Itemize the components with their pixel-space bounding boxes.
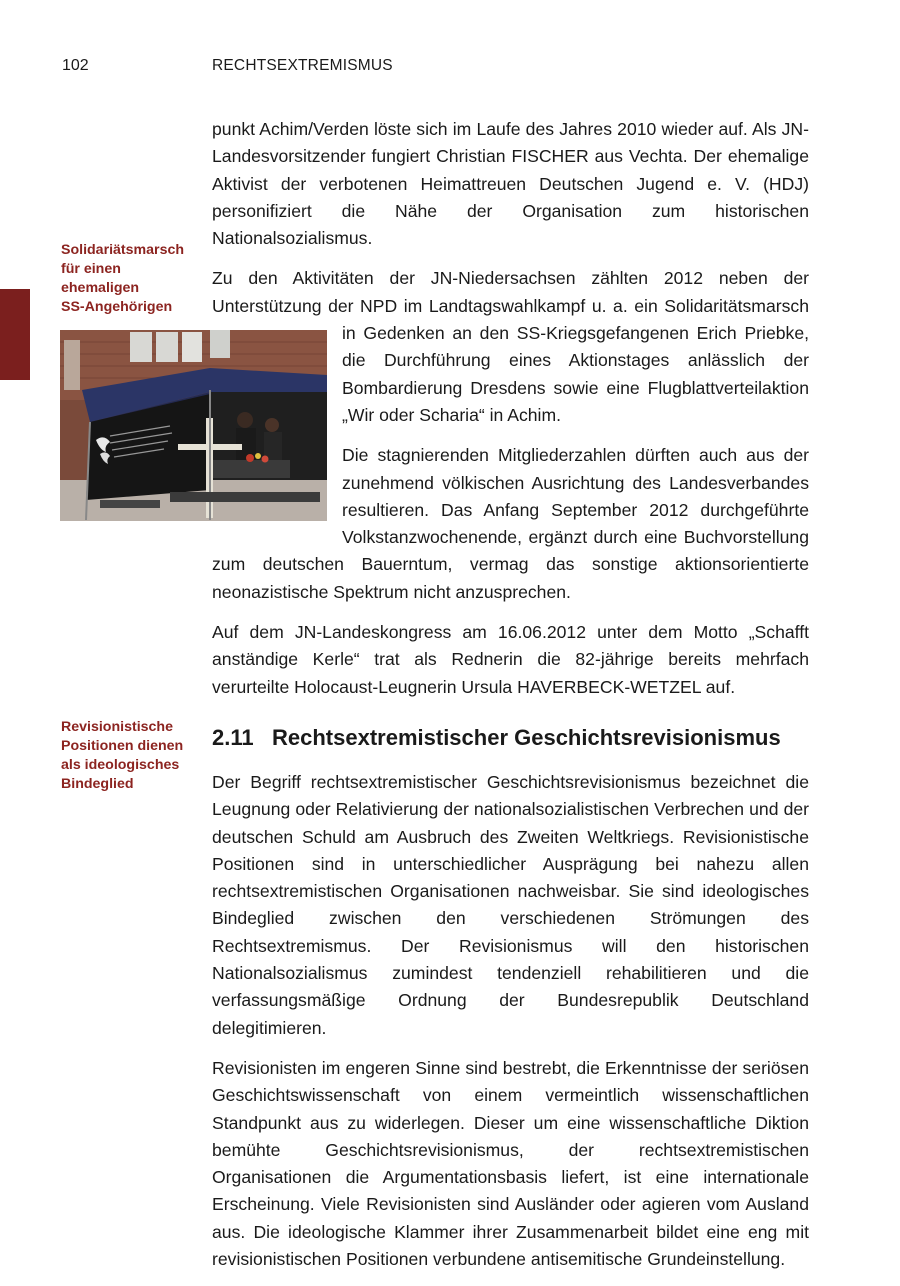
margin-note-line: SS-Angehörigen: [61, 299, 173, 315]
margin-note-line: für einen: [61, 261, 121, 277]
paragraph: Die stagnierenden Mitgliederzahlen dürften auch aus der zunehmend völkischen Ausrichtung des Landesverbandes resultieren. Das Anfang September 2012 durchgeführte Volkstanzwochenende, ergänzt durch eine Buchvorstellung zum deutschen Bauerntum, vermag das sonstige aktionsorientierte neonazistische Spektrum nicht anzusprechen.: [212, 445, 809, 602]
paragraph: Revisionisten im engeren Sinne sind bestrebt, die Erkenntnisse der seriösen Geschichtswissenschaft von einem vermeintlich wissenschaftlichen Standpunkt aus zu widerlegen. Dieser um eine wissenschaftliche Diktion bemühte Geschichtsrevisionismus, der rechtsextremistischen Organisationen die Argumentationsbasis liefert, ist eine internationale Erscheinung. Viele Revisionisten sind Ausländer oder agieren vom Ausland aus. Die ideologische Klammer ihrer Zusammenarbeit bildet eine eng mit revisionistischen Positionen verbundene antisemitische Grundeinstellung.: [212, 1057, 809, 1269]
margin-note-revisionist-positions: [61, 718, 201, 794]
paragraph: Auf dem JN-Landeskongress am 16.06.2012 unter dem Motto „Schafft anständige Kerle“ trat als Rednerin die 82-jährige bereits mehrfach verurteilte Holocaust-Leugnerin Ursula HAVERBECK-WETZEL auf.: [212, 622, 809, 697]
margin-note-line: Positionen dienen: [61, 738, 184, 754]
paragraph: Der Begriff rechtsextremistischer Geschichtsrevisionismus bezeichnet die Leugnung oder Relativierung der nationalsozialistischen Verbrechen und der deutschen Schuld am Ausbruch des Zweiten Weltkriegs. Revisionistische Positionen sind in unterschiedlicher Ausprägung bei nahezu allen rechtsextremistischen Organisationen nachweisbar. Sie sind ideologisches Bindeglied zwischen den verschiedenen Strömungen des Rechtsextremismus. Der Revisionismus will den historischen Nationalsozialismus zumindest tendenziell rehabilitieren und die verfassungsmäßige Ordnung der Bundesrepublik Deutschland delegitimieren.: [212, 771, 809, 1038]
margin-note-line: Solidariätsmarsch: [61, 242, 185, 258]
paragraph: punkt Achim/Verden löste sich im Laufe des Jahres 2010 wieder auf. Als JN-Landesvorsitzender fungiert Christian FISCHER aus Vechta. Der ehemalige Aktivist der verbotenen Heimattreuen Deutschen Jugend e. V. (HDJ) personifiziert die Nähe der Organisation zum historischen Nationalsozialismus.: [212, 119, 809, 249]
paragraph: [212, 265, 809, 429]
running-title: RECHTSEXTREMISMUS: [212, 57, 393, 74]
margin-note-line: ehemaligen: [61, 280, 140, 296]
photo-wrap-float: [210, 336, 342, 533]
chapter-thumb-tab: [0, 289, 30, 380]
margin-note-line: als ideologisches: [61, 757, 180, 773]
margin-note-line: Revisionistische: [61, 719, 173, 735]
page-header: [0, 57, 900, 81]
section-number: 2.11: [212, 724, 254, 750]
page-number: 102: [62, 57, 89, 74]
margin-note-line: Bindeglied: [61, 776, 134, 792]
section-heading: [212, 724, 809, 752]
paragraph-text: Zu den Aktivitäten der JN-Niedersachsen zählten 2012 neben der Unterstützung der NPD im Landtagswahlkampf u. a. ein Solidaritätsmarsch in Gedenken an den SS-Kriegsgefangenen Erich Priebke, die Durchführung eines Aktionstages anlässlich der Bombardierung Dresdens sowie eine Flugblattverteilaktion „Wir oder Scharia“ in Achim.: [212, 268, 809, 425]
margin-note-solidarity-march: [61, 241, 201, 317]
body-column: [212, 116, 809, 1286]
section-title: Rechtsextremistischer Geschichtsrevisionismus: [272, 724, 781, 750]
